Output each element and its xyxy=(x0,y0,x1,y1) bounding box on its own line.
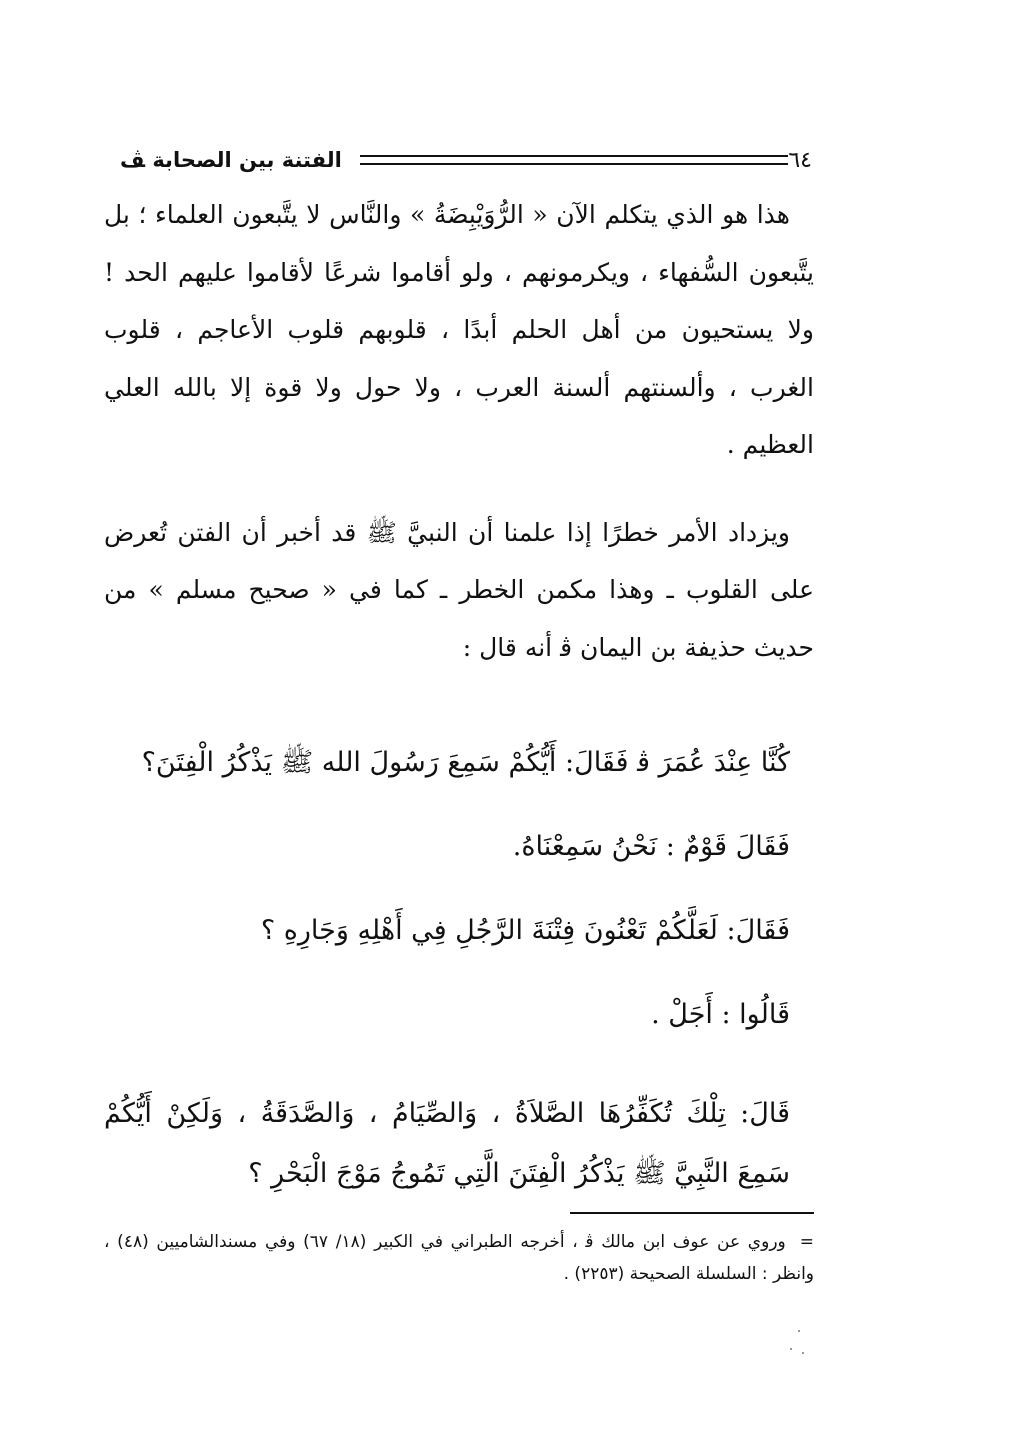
quote-line-3: فَقَالَ: لَعَلَّكُمْ تَعْنُونَ فِتْنَةَ الرَّجُلِ فِي أَهْلِهِ وَجَارِهِ ؟ xyxy=(260,915,790,946)
quote-line-5: قَالَ: تِلْكَ تُكَفِّرُهَا الصَّلاَةُ ، وَالصِّيَامُ ، وَالصَّدَقَةُ ، وَلَكِنْ أَيُّكُمْ سَمِعَ النَّبِيَّ ﷺ يَذْكُرُ الْفِتَنَ الَّتِي تَمُوجُ مَوْجَ الْبَحْرِ ؟ xyxy=(104,1098,790,1189)
quote-line-2: فَقَالَ قَوْمٌ : نَحْنُ سَمِعْنَاهُ. xyxy=(512,831,790,862)
paragraph-1: هذا هو الذي يتكلم الآن « الرُّوَيْبِضَةُ » والنَّاس لا يتَّبعون العلماء ؛ بل يتَّبعون السُّفهاء ، ويكرمونهم ، ولو أقاموا شرعًا لأقاموا عليهم الحد ! ولا يستحيون من أهل الحلم أبدًا ، قلوبهم قلوب الأعاجم ، قلوب الغرب ، وألسنتهم ألسنة العرب ، ولا حول ولا قوة إلا بالله العلي العظيم . xyxy=(104,200,814,459)
quote-line-4: قَالُوا : أَجَلْ . xyxy=(651,999,790,1030)
footnote-separator xyxy=(570,1212,814,1214)
speck-dot xyxy=(802,1352,804,1354)
speck-dot xyxy=(798,1330,800,1332)
header-rule xyxy=(360,155,789,165)
paragraph-2: ويزداد الأمر خطرًا إذا علمنا أن النبيَّ ﷺ قد أخبر أن الفتن تُعرض على القلوب ـ وهذا مكمن الخطر ـ كما في « صحيح مسلم » من حديث حذيفة بن اليمان ﭬ أنه قال : xyxy=(104,517,814,662)
footnote-continuation-mark: = xyxy=(799,1232,814,1252)
footnote xyxy=(104,1226,814,1290)
page-number: ٦٤ xyxy=(788,147,812,173)
body-text xyxy=(104,186,814,676)
footnote-text: وروي عن عوف ابن مالك ﭬ ، أخرجه الطبراني في الكبير (١٨/ ٦٧) وفي مسندالشاميين (٤٨) ، وانظر : السلسلة الصحيحة (٢٢٥٣) . xyxy=(104,1232,814,1284)
running-title: الفتنة بين الصحابة ﭫ xyxy=(120,148,342,172)
scan-specks xyxy=(780,1330,820,1360)
quote-line-1: كُنَّا عِنْدَ عُمَرَ ﭬ فَقَالَ: أَيُّكُمْ سَمِعَ رَسُولَ الله ﷺ يَذْكُرُ الْفِتَنَ؟ xyxy=(141,747,790,778)
page-header xyxy=(106,142,812,178)
speck-dot xyxy=(790,1348,792,1350)
hadith-quote xyxy=(104,738,814,1204)
